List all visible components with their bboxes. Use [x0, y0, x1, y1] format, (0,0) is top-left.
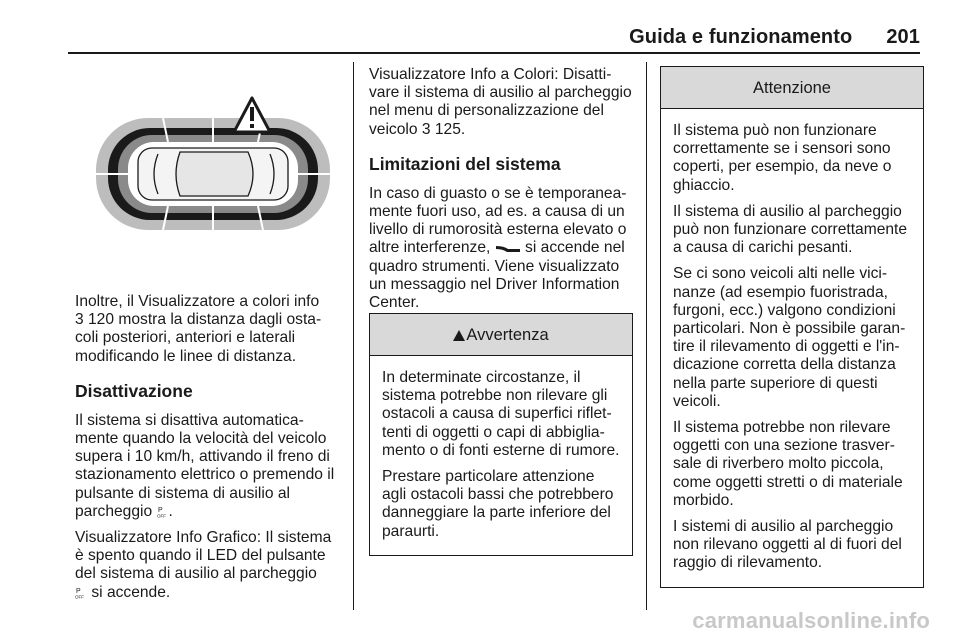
warning-box-body: In determinate circostanze, il sistema potrebbe non rilevare gli ostacoli a causa di superfici riflet- tenti di oggetti o capi di abbiglia- mento o di fonti esterne di rumore. Prestare particolare attenzione agli ostacoli bassi che potrebbero danneggiare la parte inferiore del paraurti. — [382, 369, 620, 540]
warning-triangle-icon — [234, 98, 270, 132]
watermark: carmanualsonline.info — [692, 608, 930, 633]
intro-paragraph: Inoltre, il Visualizzatore a colori info 3 120 mostra la distanza dagli osta- coli posteriori, anteriori e laterali modificando le linee di distanza. — [75, 293, 322, 365]
svg-text:OFF: OFF — [156, 513, 166, 518]
warning-box-title: Avvertenza — [370, 314, 632, 356]
header-rule — [68, 52, 920, 54]
car-top-view — [138, 148, 288, 200]
attention-box-title: Attenzione — [661, 67, 923, 109]
paragraph: Visualizzatore Info a Colori: Disatti- vare il sistema di ausilio al parcheggio nel menu di personalizzazione del veicolo 3 125. — [369, 66, 632, 138]
column-middle — [369, 66, 633, 320]
attention-box-body: Il sistema può non funzionare correttamente se i sensori sono coperti, per esempio, da neve o ghiaccio. Il sistema di ausilio al parcheggio può non funzionare correttamente a causa di carichi pesanti. Se ci sono veicoli alti nelle vici- nanze (ad esempio fuoristrada, furgoni, ecc.) valgono condizioni particolari. Non è possibile garan- tire il rilevamento di oggetti e l'in- dicazione corretta della distanza nella parte superiore di questi veicoli. Il sistema potrebbe non rilevare oggetti con una sezione trasver- sale di riverbero molto piccola, come oggetti stretti o di materiale morbido. I sistemi di ausilio al parcheggio non rilevano oggetti al di fuori del raggio di rilevamento. — [673, 122, 908, 572]
park-assist-icon — [75, 586, 87, 599]
column-divider — [646, 62, 647, 610]
park-assist-icon — [157, 505, 169, 518]
section-heading: Limitazioni del sistema — [369, 153, 561, 174]
paragraph: Il sistema si disattiva automatica- mente quando la velocità del veicolo supera i 10 km/h, attivando il freno di stazionamento elettrico o premendo il pulsante di sistema di ausilio al parcheggio P OFF . — [75, 411, 335, 520]
warning-triangle-icon — [453, 330, 465, 341]
svg-text:P: P — [157, 506, 163, 514]
column-left — [75, 293, 345, 610]
svg-text:OFF: OFF — [75, 594, 84, 599]
paragraph: In caso di guasto o se è temporanea- mente fuori uso, ad es. a causa di un livello di rumorosità esterna elevato o altre interferenze, si accende nel quadro strumenti. Viene visualizzato un messaggio nel Driver Information Center. — [369, 184, 627, 312]
paragraph: Visualizzatore Info Grafico: Il sistema è spento quando il LED del pulsante del sistema di ausilio al parcheggio P OFF si accende. — [75, 529, 332, 601]
section-title: Guida e funzionamento — [629, 26, 853, 48]
section-heading: Disattivazione — [75, 380, 193, 401]
park-assist-fault-icon — [495, 242, 521, 254]
warning-box — [369, 313, 633, 556]
page-number: 201 — [886, 26, 920, 48]
attention-box — [660, 66, 924, 588]
column-divider — [353, 62, 354, 610]
page-header — [629, 26, 920, 49]
svg-text:P: P — [76, 587, 81, 595]
parking-sensor-diagram — [88, 90, 338, 238]
